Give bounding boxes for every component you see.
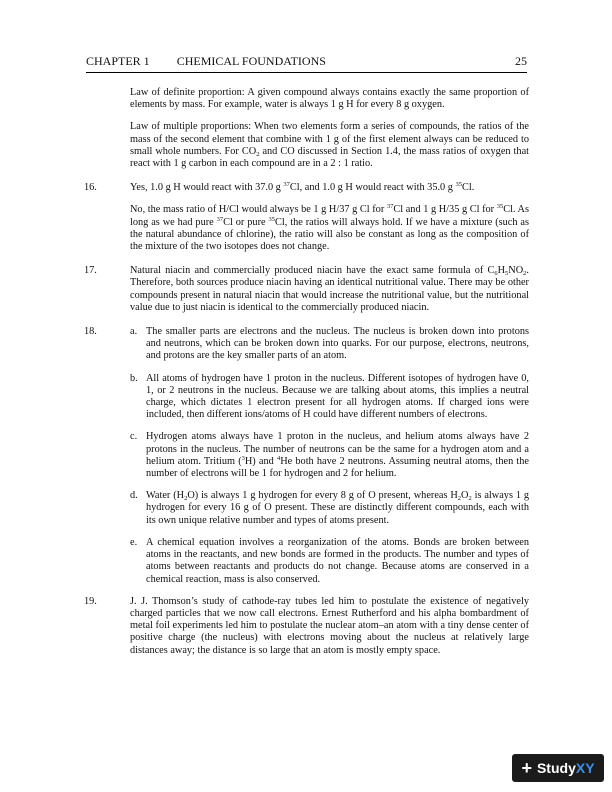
intro-block bbox=[84, 87, 529, 180]
answer-text: No, the mass ratio of H/Cl would always be 1 g H/37 g Cl for $^{37}$Cl and 1 g H/35 g Cl for $^{35}$Cl. As long as we had pure $^{37}$Cl or pure $^{35}$Cl, the ratios will always hold. If we have a mixture (such as the natural abundance of chlorine), the ratio will also be constant as long as the composition of the mixture of the two isotopes does not change. bbox=[130, 203, 530, 253]
question-17 bbox=[84, 265, 529, 324]
plus-icon: + bbox=[521, 757, 532, 778]
question-number: 18. bbox=[84, 326, 97, 338]
part-a: a. The smaller parts are electrons and the nucleus. The nucleus is broken down into protons and neutrons, which can be broken down into quarks. For our purpose, electrons, neutrons, and protons are the key smaller parts of an atom. bbox=[130, 326, 529, 362]
answer-text: Yes, 1.0 g H would react with 37.0 g $^{37}$Cl, and 1.0 g H would react with 35.0 g $^{35}$Cl. bbox=[130, 181, 475, 194]
chapter-title: CHEMICAL FOUNDATIONS bbox=[176, 54, 326, 68]
logo-study: Study bbox=[536, 760, 576, 776]
page-number: 25 bbox=[515, 54, 527, 68]
question-number: 16. bbox=[84, 182, 97, 194]
part-d: d. Water $(H_2O)$ is always 1 g hydrogen for every 8 g of O present, whereas $H_2O_2$ is always 1 g hydrogen for every 16 g of O present. These are distinctly different compounds, each with its own unique relative number and types of atoms present. bbox=[130, 490, 530, 526]
studyxy-logo[interactable] bbox=[512, 754, 604, 782]
chapter-label: CHAPTER 1 bbox=[86, 54, 150, 68]
part-c: c. Hydrogen atoms always have 1 proton in the nucleus, and helium atoms always have 2 protons in the nucleus. The number of neutrons can be the same for a hydrogen atom and a helium atom. Tritium ($^3$H) and $^4$He both have 2 neutrons. Assuming neutral atoms, then the number of electrons will be 1 for hydrogen and 2 for helium. bbox=[130, 431, 529, 480]
question-16 bbox=[84, 182, 529, 263]
answer-text: Natural niacin and commercially produced niacin have the exact same formula of $C_6H_5NO_2$. Therefore, both sources produce niacin having an identical nutritional value. There may be other compounds present in natural niacin that would increase the nutritional value, but the nutritional value due to just niacin is identical to the commercially produced niacin. bbox=[130, 265, 529, 313]
question-19 bbox=[84, 596, 529, 667]
part-b: b. All atoms of hydrogen have 1 proton in the nucleus. Different isotopes of hydrogen have 0, 1, or 2 neutrons in the nucleus. Because we are talking about atoms, this implies a neutral charge, which dictates 1 electron present for all hydrogen atoms. If charged ions were included, then different ions/atoms of H could have different numbers of electrons. bbox=[130, 372, 529, 421]
header-left bbox=[86, 54, 326, 69]
logo-xy: XY bbox=[575, 760, 595, 776]
question-number: 19. bbox=[84, 595, 97, 607]
answer-text: J. J. Thomson’s study of cathode-ray tubes led him to postulate the existence of negatively charged particles that we now call electrons. Ernest Rutherford and his alpha bombardment of metal foil experiments led him to postulate the nuclear atom–an atom with a tiny dense center of positive charge (the nucleus) with electrons moving about the nucleus at relatively large distances away; the distance is so large that an atom is mostly empty space. bbox=[130, 595, 529, 656]
question-number: 17. bbox=[84, 265, 97, 277]
law-multiple-proportions: Law of multiple proportions: When two elements form a series of compounds, the ratios of the mass of the second element that combine with 1 g of the first element always can be reduced to small whole numbers. For $CO_2$ and CO discussed in Section 1.4, the mass ratios of oxygen that react with 1 g carbon in each compound are in a 2 : 1 ratio. bbox=[130, 121, 529, 170]
law-definite-proportion: Law of definite proportion: A given compound always contains exactly the same proportion of elements by mass. For example, water is always 1 g H for every 8 g oxygen. bbox=[130, 87, 529, 111]
page-header bbox=[86, 54, 527, 73]
page-content bbox=[84, 87, 529, 667]
question-18 bbox=[84, 326, 529, 596]
part-e: e. A chemical equation involves a reorganization of the atoms. Bonds are broken between atoms in the reactants, and new bonds are formed in the products. The number and types of atoms between reactants and products do not change. Because atoms are conserved in a chemical reaction, mass is also conserved. bbox=[130, 536, 529, 585]
